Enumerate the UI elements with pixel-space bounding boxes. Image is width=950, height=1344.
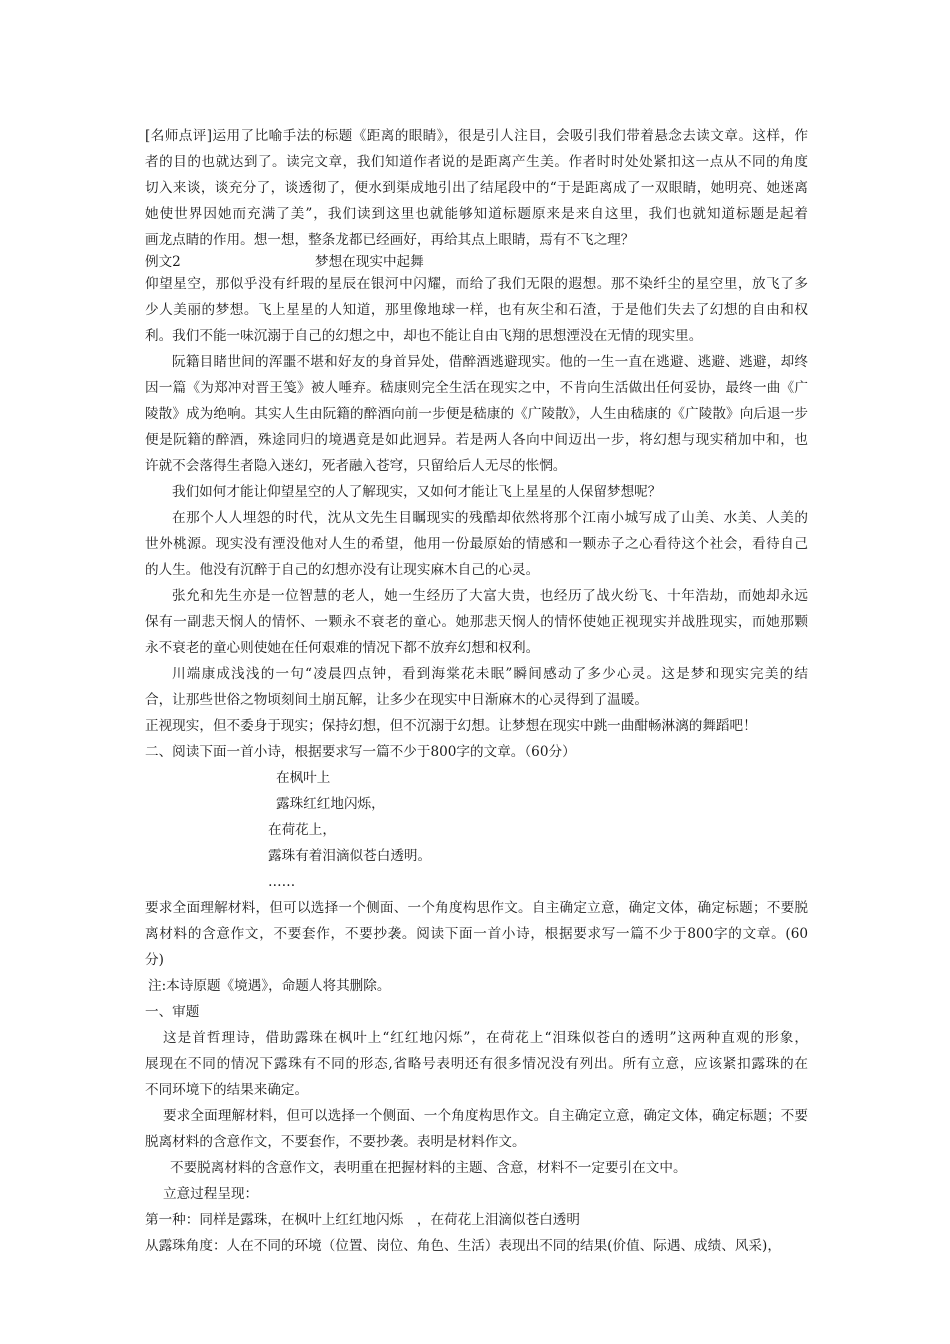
paragraph-line: 合，让那些世俗之物顷刻间土崩瓦解，让多少在现实中日渐麻木的心灵得到了温暖。	[145, 692, 648, 708]
paragraph-line: 我们如何才能让仰望星空的人了解现实，又如何才能让飞上星星的人保留梦想呢？	[172, 484, 662, 500]
paragraph-line: 正视现实，但不委身于现实；保持幻想，但不沉溺于幻想。让梦想在现实中跳一曲酣畅淋漓的舞蹈吧！	[145, 718, 757, 734]
paragraph-line: 张允和先生亦是一位智慧的老人，她一生经历了大富大贵，也经历了战火纷飞、十年浩劫，而她却永远	[172, 588, 808, 604]
analysis-line: 从露珠角度：人在不同的环境（位置、岗位、角色、生活）表现出不同的结果(价值、际遇、成绩、风采)，	[145, 1238, 781, 1254]
paragraph-line: 在那个人人埋怨的时代，沈从文先生目瞩现实的残酷却依然将那个江南小城写成了山美、水美、人美的	[172, 510, 808, 526]
paragraph-line: 保有一副悲天悯人的情怀、一颗永不衰老的童心。她那悲天悯人的情怀使她正视现实并战胜现实，而她那颗	[145, 614, 808, 630]
analysis-line: 第一种：同样是露珠，在枫叶上红红地闪烁 ，在荷花上泪滴似苍白透明	[145, 1212, 580, 1228]
paragraph-line: 少人美丽的梦想。飞上星星的人知道，那里像地球一样，也有灰尘和石渣，于是他们失去了幻想的自由和权	[145, 302, 808, 318]
note-line: 注:本诗原题《境遇》，命题人将其删除。	[148, 978, 391, 994]
poem-line: 在荷花上，	[268, 822, 336, 838]
requirement-line: 离材料的含意作文，不要套作，不要抄袭。阅读下面一首小诗，根据要求写一篇不少于800字的文章。(60	[145, 926, 808, 942]
analysis-line: 立意过程呈现：	[163, 1186, 259, 1202]
paragraph-line: 许就不会落得生者隐入迷幻，死者融入苍穹，只留给后人无尽的怅惘。	[145, 458, 567, 474]
requirement-line: 分)	[145, 952, 164, 968]
analysis-line: 脱离材料的含意作文，不要套作，不要抄袭。表明是材料作文。	[145, 1134, 526, 1150]
paragraph-line: 的人生。他没有沉醉于自己的幻想亦没有让现实麻木自己的心灵。	[145, 562, 540, 578]
analysis-line: 这是首哲理诗，借助露珠在枫叶上“红红地闪烁”，在荷花上“泪珠似苍白的透明”这两种直观的形象，	[163, 1030, 808, 1046]
analysis-line: 不同环境下的结果来确定。	[145, 1082, 309, 1098]
poem-line: 在枫叶上	[276, 770, 331, 786]
comment-line: 切入来谈，谈充分了，谈透彻了，便水到渠成地引出了结尾段中的“于是距离成了一双眼睛，她明亮、她迷离	[145, 180, 808, 196]
poem-line: 露珠红红地闪烁，	[276, 796, 385, 812]
paragraph-line: 陵散》成为绝响。其实人生由阮籍的醉酒向前一步便是嵇康的《广陵散》，人生由嵇康的《广陵散》向后退一步	[145, 406, 808, 422]
poem-line: 露珠有着泪滴似苍白透明。	[268, 848, 432, 864]
analysis-line: 展现在不同的情况下露珠有不同的形态,省略号表明还有很多情况没有列出。所有立意，应该紧扣露珠的在	[145, 1056, 808, 1072]
task-heading: 二、阅读下面一首小诗，根据要求写一篇不少于800字的文章。（60分）	[145, 744, 576, 760]
analysis-heading: 一、审题	[145, 1004, 200, 1020]
poem-line: ……	[268, 874, 296, 890]
paragraph-line: 仰望星空，那似乎没有纤瑕的星辰在银河中闪耀，而给了我们无限的遐想。那不染纤尘的星空里，放飞了多	[145, 276, 808, 292]
analysis-line: 不要脱离材料的含意作文，表明重在把握材料的主题、含意，材料不一定要引在文中。	[170, 1160, 687, 1176]
paragraph-line: 川端康成浅浅的一句“凌晨四点钟，看到海棠花未眠”瞬间感动了多少心灵。这是梦和现实完美的结	[172, 666, 808, 682]
requirement-line: 要求全面理解材料，但可以选择一个侧面、一个角度构思作文。自主确定立意，确定文体，确定标题；不要脱	[145, 900, 808, 916]
comment-line: [名师点评]运用了比喻手法的标题《距离的眼睛》，很是引人注目，会吸引我们带着悬念去读文章。这样，作	[145, 128, 808, 144]
comment-line: 者的目的也就达到了。读完文章，我们知道作者说的是距离产生美。作者时时处处紧扣这一点从不同的角度	[145, 154, 808, 170]
analysis-line: 要求全面理解材料，但可以选择一个侧面、一个角度构思作文。自主确定立意，确定文体，确定标题；不要	[163, 1108, 808, 1124]
paragraph-line: 永不衰老的童心则使她在任何艰难的情况下都不放弃幻想和权利。	[145, 640, 540, 656]
paragraph-line: 因一篇《为郑冲对晋王笺》被人唾弃。嵇康则完全生活在现实之中，不肯向生活做出任何妥协，最终一曲《广	[145, 380, 808, 396]
paragraph-line: 利。我们不能一味沉溺于自己的幻想之中，却也不能让自由飞翔的思想湮没在无情的现实里。	[145, 328, 703, 344]
comment-line: 她使世界因她而充满了美”，我们读到这里也就能够知道标题原来是来自这里，我们也就知道标题是起着	[145, 206, 808, 222]
example-title: 梦想在现实中起舞	[315, 254, 424, 270]
example-label: 例文2	[145, 254, 181, 270]
paragraph-line: 便是阮籍的醉酒，殊途同归的境遇竟是如此迥异。若是两人各向中间迈出一步，将幻想与现实稍加中和，也	[145, 432, 808, 448]
paragraph-line: 阮籍目睹世间的浑噩不堪和好友的身首异处，借醉酒逃避现实。他的一生一直在逃避、逃避、逃避，却终	[172, 354, 808, 370]
comment-line: 画龙点睛的作用。想一想，整条龙都已经画好，再给其点上眼睛，焉有不飞之理？	[145, 232, 635, 248]
paragraph-line: 世外桃源。现实没有湮没他对人生的希望，他用一份最原始的情感和一颗赤子之心看待这个社会，看待自己	[145, 536, 808, 552]
